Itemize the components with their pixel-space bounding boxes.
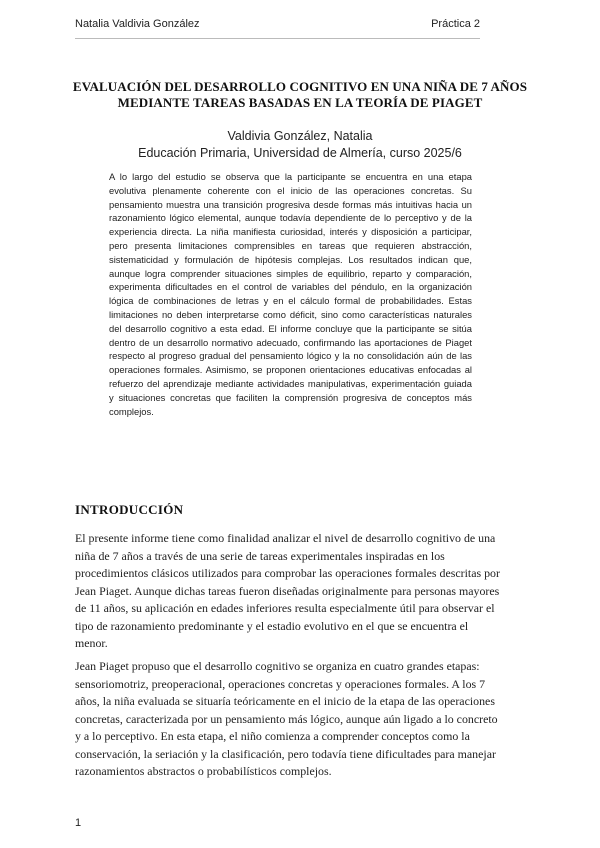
title-line-2: MEDIANTE TAREAS BASADAS EN LA TEORÍA DE PIAGET bbox=[117, 95, 483, 110]
header-label: Práctica 2 bbox=[431, 18, 480, 30]
author-affiliation: Educación Primaria, Universidad de Almería, curso 2025/6 bbox=[138, 146, 462, 160]
title-line-1: EVALUACIÓN DEL DESARROLLO COGNITIVO EN UNA NIÑA DE 7 AÑOS bbox=[72, 79, 528, 94]
section-heading: INTRODUCCIÓN bbox=[75, 502, 184, 517]
page-number: 1 bbox=[75, 817, 82, 829]
body-paragraph: Jean Piaget propuso que el desarrollo cognitivo se organiza en cuatro grandes etapas: sensoriomotriz, preoperacional, operaciones concretas y operaciones formales. A los 7 años, la niña evaluada se situaría teóricamente en el inicio de la etapa de las operaciones concretas, caracterizada por un pensamiento más lógico, aunque aún ligado a lo concreto y a lo perceptivo. En esta etapa, el niño comienza a comprender conceptos como la conservación, la seriación y la clasificación, pero todavía tiene dificultades para manejar razonamientos abstractos o probabilísticos complejos. bbox=[75, 659, 498, 778]
abstract: A lo largo del estudio se observa que la participante se encuentra en una etapa evolutiva plenamente coherente con el inicio de las operaciones concretas. Su pensamiento muestra una transición progresiva desde formas más intuitivas hacia un razonamiento lógico elemental, aunque todavía dependiente de lo perceptivo y de la experiencia directa. La niña manifiesta curiosidad, interés y disposición a participar, pero presenta limitaciones comprensibles en tareas que requieren abstracción, sistematicidad y formulación de hipótesis complejas. Los resultados indican que, aunque logra comprender situaciones simples de equilibrio, reparto y comparación, experimenta dificultades en el control de variables del péndulo, en la organización lógica de combinaciones de letras y en el cálculo formal de probabilidades. Estas limitaciones no deben interpretarse como déficit, sino como características naturales del desarrollo cognitivo a esta edad. El informe concluye que la participante se sitúa dentro de un desarrollo normativo adecuado, confirmando las aportaciones de Piaget respecto al progreso gradual del pensamiento lógico y la no consolidación aún de las operaciones formales. Asimismo, se proponen orientaciones educativas enfocadas al refuerzo del aprendizaje mediante actividades manipulativas, experimentación guiada y situaciones concretas que faciliten la comprensión progresiva de conceptos más complejos. bbox=[109, 171, 472, 417]
header-divider bbox=[75, 38, 480, 39]
paper-title bbox=[60, 79, 540, 111]
running-header bbox=[75, 18, 480, 30]
body-paragraph: El presente informe tiene como finalidad analizar el nivel de desarrollo cognitivo de una niña de 7 años a través de una serie de tareas experimentales inspiradas en los procedimientos clásicos utilizados para comprobar las operaciones formales descritas por Jean Piaget. Aunque dichas tareas fueron diseñadas originalmente para personas mayores de 11 años, su aplicación en edades inferiores resulta especialmente útil para observar el tipo de razonamiento predominante y el estadio evolutivo en el que se encuentra el menor. bbox=[75, 531, 500, 650]
header-author: Natalia Valdivia González bbox=[75, 18, 200, 30]
author-name: Valdivia González, Natalia bbox=[227, 129, 373, 143]
